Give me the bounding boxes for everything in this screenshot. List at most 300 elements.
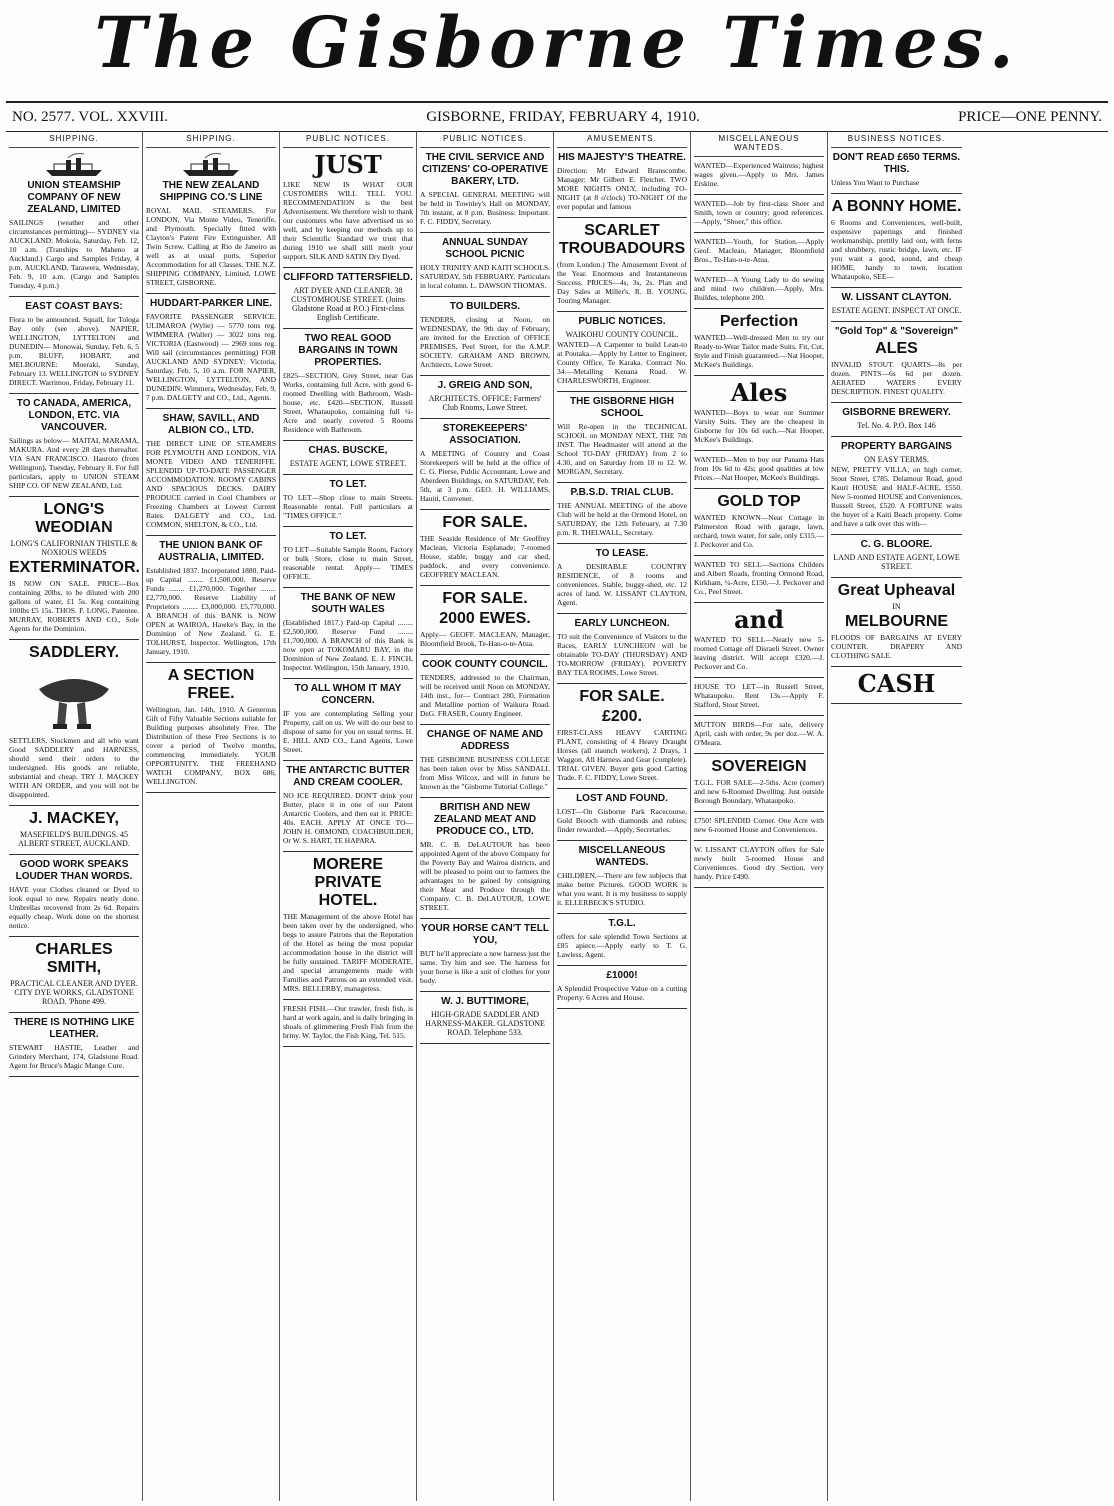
advertisement (694, 199, 824, 226)
divider (420, 724, 550, 725)
divider (831, 703, 962, 704)
divider (694, 194, 824, 195)
advertisement (694, 455, 824, 482)
ad-heading: FOR SALE. (442, 590, 528, 607)
divider (557, 1008, 687, 1009)
ad-body-text: STEWART HASTIE, Leather and Grindery Merchant, 174, Gladstone Road. Agent for Bruce's Magic Mange Cure. (9, 1043, 139, 1070)
ad-body-text: Sailings as below— MAITAI, MARAMA, MAKURA. And every 28 days thereafter. VIA SAN FRANCISCO. Hauroto (from Wellington), Tuesday, February 8. For full particulars, apply to UNION STEAM SHIP CO. OF NEW ZEALAND, Ltd. (9, 436, 139, 490)
advertisement (694, 161, 824, 188)
ad-heading: W. LISSANT CLAYTON. (841, 292, 952, 303)
ad-body-text: WANTED—Men to buy our Panama Hats from 10s 6d to 42s; good qualities at low Prices.—Nat Hooper, McKee's Buildings. (694, 455, 824, 482)
ad-body-text: WANTED—A Young Lady to do sewing and mind two children.—Apply, Mrs. Buildes, telephone 200. (694, 275, 824, 302)
ad-body-text: FAVORITE PASSENGER SERVICE. ULIMAROA (Wylie) — 5770 tons reg. WIMMERA (Waller) — 3022 tons reg. VICTORIA (Eastwood) — 2969 tons reg. Will sail (circumstances permitting) FOR AUCKLAND AND SYDNEY: Victoria, Saturday, Feb. 5, 10 a.m. FOR NAPIER, WELLINGTON, LYTTELTON, AND DUNEDIN: Wimmera, Wednesday, Feb. 9, 7 p.m. DALGETY and CO., Ltd., Agents. (146, 312, 276, 402)
divider (146, 293, 276, 294)
ad-body-text: THE GISBORNE BUSINESS COLLEGE has been taken over by Miss SANDALL from Miss Wilcox, and will in future be known as the "Gisborne Tutorial College." (420, 755, 550, 791)
ad-body-text: WANTED—Well-dressed Men to try our Ready-to-Wear Tailor made Suits. Fit, Cut, Style and Finish guaranteed.—Nat Hooper, McKee's Buildings. (694, 333, 824, 369)
divider (9, 393, 139, 394)
advertisement (557, 970, 687, 1002)
divider (9, 496, 139, 497)
divider (283, 587, 413, 588)
ad-body-text: SETTLERS, Stockmen and all who want Good SADDLERY and HARNESS, should send their orders to the undersigned. His goods are reliable, substantial and cheap. TRY J. MACKEY WITH AN ORDER, and you will not be disappointed. (9, 736, 139, 799)
ad-subheading: Tel. No. 4. P.O. Box 146 (857, 421, 936, 430)
ad-heading: SCARLET TROUBADOURS (558, 222, 686, 257)
advertisement (420, 152, 550, 226)
ad-body-text: WANTED—Experienced Waitress; highest wages given.—Apply to Mrs. James Erskine. (694, 161, 824, 188)
divider (694, 602, 824, 603)
advertisement (831, 582, 962, 660)
ad-body-text: IF you are contemplating Selling your Property, call on us. We will do our best to dispose of same for you on usual terms. H. E. HILL AND CO., Land Agents, Lowe Street. (283, 709, 413, 754)
ad-heading: W. J. BUTTIMORE, (441, 996, 529, 1007)
ad-body-text: Wellington, Jan. 14th, 1910. A Generous Gift of Fifty Valuable Sections suitable for Building purposes absolutely Free. The Distribution of these Free Sections is to cover a period of Twelve months, commencing immediately. YOUR OPPORTUNITY. THE FREEHAND WATCH COMPANY, BOX 686, WELLINGTON. (146, 705, 276, 786)
issue-number: NO. 2577. VOL. XXVIII. (12, 108, 168, 125)
divider (557, 543, 687, 544)
ad-heading: CHANGE OF NAME AND ADDRESS (426, 729, 544, 752)
advertisement (146, 298, 276, 402)
divider (831, 577, 962, 578)
ad-heading: PUBLIC NOTICES. (578, 316, 666, 327)
divider (146, 535, 276, 536)
advertisement (420, 923, 550, 985)
ad-heading: THE ANTARCTIC BUTTER AND CREAM COOLER. (286, 765, 410, 788)
divider (9, 854, 139, 855)
ad-body-text: W. LISSANT CLAYTON offers for Sale newly built 5-roomed House and Conveniences. Good dry Section, very handy. Price £490. (694, 845, 824, 881)
ad-heading: UNION STEAMSHIP COMPANY OF NEW ZEALAND, LIMITED (27, 180, 121, 215)
ad-heading: LOST AND FOUND. (576, 793, 668, 804)
ad-body-text: A Splendid Prospective Value on a cutting Property. 6 Acres and House. (557, 984, 687, 1002)
column-2 (143, 131, 280, 1501)
advertisement (9, 1017, 139, 1070)
ad-heading: "Gold Top" & "Sovereign" (834, 326, 959, 337)
advertisement (420, 423, 550, 503)
ad-heading: SHAW, SAVILL, AND ALBION CO., LTD. (162, 413, 260, 436)
steamship-icon (44, 152, 104, 178)
ad-heading: DON'T READ £650 TERMS. THIS. (832, 152, 961, 175)
ad-heading: CASH (857, 669, 936, 698)
ad-subheading: IN (892, 602, 901, 611)
ad-heading: LONG'S WEODIAN (35, 501, 113, 536)
divider (283, 678, 413, 679)
advertisement (146, 152, 276, 287)
divider (283, 999, 413, 1000)
divider (557, 965, 687, 966)
ad-body-text: TENDERS, closing at Noon, on WEDNESDAY, the 9th day of February, are invited for the Erection of OFFICE PREMISES, Peel Street, for the A.M.P. SOCIETY. GRAHAM AND BROWN, Architects, Lowe Street. (420, 315, 550, 369)
ad-heading: J. MACKEY, (29, 810, 119, 827)
ad-heading: CHAS. BUSCKE, (308, 445, 388, 456)
ad-heading: FOR SALE. (579, 688, 665, 705)
ad-body-text: A MEETING of Country and Coast Storekeepers will be held at the office of C. G. Pierse, Public Accountant, Lowe and Aberdeen Buildings, on SATURDAY, Feb. 5th, at 3 p.m. GEO. H. WILLIAMS, Hauiti, Convener. (420, 449, 550, 503)
price: PRICE—ONE PENNY. (958, 108, 1102, 125)
ad-body-text: THE Management of the above Hotel has been taken over by the undersigned, who begs to assure Patrons that the Reputation of the Hotel as being the most popular accommodation house in the district will be fully sustained. TARIFF MODERATE, and special arrangements made with Families and Patrons on an extended visit. MRS. BELLERBY, manageress. (283, 912, 413, 993)
ad-body-text: 6 Rooms and Conveniences, well-built, expensive paperings and finished workmanship, prettily laid out, with ferns and shrubbery, rustic bridge, lawn, etc. IF you want a good, sound, and cheap HOME, handy to town, location Whataupoko, SEE— (831, 218, 962, 281)
ad-heading: Great Upheaval (837, 582, 956, 599)
advertisement (694, 758, 824, 805)
ad-subheading: ESTATE AGENT. INSPECT AT ONCE. (831, 306, 962, 315)
advertisement (831, 671, 962, 697)
ad-body-text: Apply— GEOFF. MACLEAN, Manager, Bloomfield Brook, Te-Hau-o-te-Atua. (420, 630, 550, 648)
divider (9, 1076, 139, 1077)
masthead-title: The Gisborne Times. (94, 1, 1020, 84)
column-3 (280, 131, 417, 1501)
divider (557, 840, 687, 841)
divider (420, 585, 550, 586)
ad-heading: T.G.L. (608, 918, 636, 929)
divider (146, 662, 276, 663)
ad-body-text: Unless You Want to Purchase (831, 178, 920, 187)
column-heading: PUBLIC NOTICES. (283, 131, 413, 148)
place-date: GISBORNE, FRIDAY, FEBRUARY 4, 1910. (426, 108, 700, 125)
ad-body-text: ROYAL MAIL STEAMERS, For LONDON, Via Monte Video, Teneriffe, and Plymouth. Specially fitted with Clayton's Patent Fire Extinguisher. All Twin Screw. Calling at Rio de Janeiro as well as at usual ports. Superior Accommodation for all Classes. THE N.Z. SHIPPING COMPANY, Limited, LOWE STREET, GISBORNE. (146, 206, 276, 287)
divider (694, 887, 824, 888)
divider (557, 613, 687, 614)
advertisement (420, 659, 550, 718)
column-4 (417, 131, 554, 1501)
advertisement (146, 413, 276, 529)
ad-heading: STOREKEEPERS' ASSOCIATION. (442, 423, 528, 446)
divider (9, 639, 139, 640)
ad-body-text: HOUSE TO LET—in Russell Street, Whataupoko. Rent 13s.—Apply F. Stafford, Stout Street. (694, 682, 824, 709)
advertisement (694, 607, 824, 671)
ad-subheading: ESTATE AGENT, LOWE STREET. (289, 459, 407, 468)
divider (557, 482, 687, 483)
ad-body-text: A SPECIAL GENERAL MEETING will be held in Townley's Hall on MONDAY, 7th instant, at 8 p.m. Business: Important. F. C. FIDDY, Secretary. (420, 190, 550, 226)
ad-heading: ANNUAL SUNDAY SCHOOL PICNIC (441, 237, 529, 260)
ad-heading-secondary: ALES (875, 340, 918, 357)
column-7 (828, 131, 965, 1501)
divider (831, 287, 962, 288)
divider (420, 418, 550, 419)
ad-heading: A BONNY HOME. (831, 198, 962, 215)
ad-body-text: FLOODS OF BARGAINS AT EVERY COUNTER. DRAPERY AND CLOTHING SALE. (831, 633, 962, 660)
ad-heading: A SECTION FREE. (167, 667, 255, 702)
ad-heading: GOLD TOP (717, 493, 801, 510)
ad-heading: FOR SALE. (442, 514, 528, 531)
ad-body-text: FRESH FISH.—Our trawler, fresh fish, is hard at work again, and is daily bringing in shoals of glimmering Fresh Fish from the briny. W. Taylor, the Fish King, Tel. 515. (283, 1004, 413, 1040)
divider (694, 811, 824, 812)
advertisement (146, 667, 276, 786)
divider (146, 792, 276, 793)
advertisement (283, 272, 413, 322)
ad-body-text: TENDERS, addressed to the Chairman, will be received until Noon on MONDAY, 14th inst., for— Contract 280, Formation and Metalline portion of Waikura Road. DeG. FRASER, County Engineer. (420, 673, 550, 718)
advertisement (283, 479, 413, 520)
ad-body-text: (Established 1817.) Paid-up Capital ........ £2,500,000. Reserve Fund ........ £1,700,000. A BRANCH of this Bank is now open at TOKOMARU BAY, in the Dominion of New Zealand. E. J. FINCH, Inspector. Wellington, 15th January, 1910. (283, 618, 413, 672)
divider (831, 436, 962, 437)
column-heading: PUBLIC NOTICES. (420, 131, 550, 148)
ad-body-text: WANTED—A Carpenter to build Lean-to at Poutaka.—Apply by Letter to Engineer, County Office, Te Karaka. Contract No. 34.—Metalling Kenana Road. W. CHARLESWORTH, Engineer. (557, 340, 687, 385)
advertisement (420, 380, 550, 412)
ad-heading: TWO REAL GOOD BARGAINS IN TOWN PROPERTIES. (298, 333, 398, 368)
divider (420, 654, 550, 655)
ad-body-text: LOST—On Gisborne Park Racecourse, Gold Brooch with diamonds and rubies; finder rewarded.—Apply, Secretaries. (557, 807, 687, 834)
ad-heading: BRITISH AND NEW ZEALAND MEAT AND PRODUCE CO., LTD. (433, 802, 537, 837)
ad-heading: P.B.S.D. TRIAL CLUB. (570, 487, 674, 498)
divider (557, 217, 687, 218)
masthead (0, 0, 1114, 86)
divider (420, 797, 550, 798)
ad-subheading: ART DYER AND CLEANER. 38 CUSTOMHOUSE STREET. (Joins Gladstone Road at P.O.) First-class English Certificate. (291, 286, 405, 322)
ad-body-text: WANTED TO SELL—Nearly new 5-roomed Cottage off Disraeli Street. Owner leaving district. Will accept £320.—J. Peckover and Co. (694, 635, 824, 671)
ad-heading: J. GREIG AND SON, (437, 380, 533, 391)
advertisement (557, 618, 687, 677)
ad-heading: Perfection (719, 313, 799, 330)
ad-body-text: T.G.L. FOR SALE—2-5ths. Acre (corner) and new 6-Roomed Dwelling. Just outside Borough Boundary, Whataupoko. (694, 778, 824, 805)
ad-subheading: PRACTICAL CLEANER AND DYER. CITY DYE WORKS, GLADSTONE ROAD. 'Phone 499. (10, 979, 138, 1006)
dateline (6, 101, 1108, 132)
ad-body-text: Established 1837. Incorporated 1880. Paid-up Capital ........ £1,500,000. Reserve Funds ........ £1,270,000. Together ........ £2,770,000. Reserve Liability of Proprietors ........ £3,000,000. £5,770,000. A BRANCH of this BANK is NOW OPEN at WAIROA, Hawke's Bay, in the Dominion of New Zealand. G. E. TOLHURST, Inspector. Wellington, 17th January, 1910. (146, 566, 276, 656)
advertisement (283, 531, 413, 581)
ad-heading: GOOD WORK SPEAKS LOUDER THAN WORDS. (15, 859, 133, 882)
divider (9, 936, 139, 937)
column-heading: MISCELLANEOUS WANTEDS. (694, 131, 824, 157)
ad-heading: TO LEASE. (595, 548, 649, 559)
ad-heading-secondary: MELBOURNE (844, 613, 949, 630)
advertisement (146, 540, 276, 656)
ad-heading: THE GISBORNE HIGH SCHOOL (570, 396, 674, 419)
advertisement (694, 313, 824, 369)
ad-heading: TO LET. (329, 531, 367, 542)
divider (831, 193, 962, 194)
columns (6, 131, 1108, 1501)
divider (694, 753, 824, 754)
divider (694, 715, 824, 716)
ad-body-text: WANTED—Boys to wear our Summer Varsity Suits. They are the cheapest in Gisborne for 10s 6d each.—Nat Hooper, McKee's Buildings. (694, 408, 824, 444)
ad-subheading: LAND AND ESTATE AGENT, LOWE STREET. (833, 553, 960, 571)
ad-heading: MORERE PRIVATE HOTEL. (312, 856, 384, 909)
ad-body-text: THE ANNUAL MEETING of the above Club will be held at the Ormond Hotel, on SATURDAY, the 12th February, at 7.30 p.m. R. THELWALL, Secretary. (557, 501, 687, 537)
advertisement (283, 152, 413, 261)
advertisement (9, 398, 139, 490)
divider (420, 918, 550, 919)
advertisement (694, 493, 824, 549)
divider (420, 1043, 550, 1044)
column-1 (6, 131, 143, 1501)
column-heading: SHIPPING. (146, 131, 276, 148)
ad-heading: GISBORNE BREWERY. (842, 407, 951, 418)
ad-heading: EARLY LUNCHEON. (574, 618, 670, 629)
ad-heading: COOK COUNTY COUNCIL. (422, 659, 548, 670)
advertisement (557, 918, 687, 959)
divider (557, 311, 687, 312)
ad-heading: THE CIVIL SERVICE AND CITIZENS' CO-OPERATIVE BAKERY, LTD. (421, 152, 549, 187)
ad-body-text: NO ICE REQUIRED. DON'T drink your Butter, place it in one of our Patent Antarctic Coolers, and then eat it. PRICE: 40s. EACH. APPLY AT ONCE TO— JOHN H. ORMOND, COACHBUILDER, Or W. S. HART, TE HAPARA. (283, 791, 413, 845)
advertisement (420, 237, 550, 290)
advertisement (831, 407, 962, 430)
divider (694, 555, 824, 556)
divider (694, 488, 824, 489)
advertisement (557, 793, 687, 834)
divider (694, 232, 824, 233)
ad-body-text: A DESIRABLE COUNTRY RESIDENCE, of 8 rooms and conveniences. Stable, buggy-shed, etc. 12 acres of land. W. LISSANT CLAYTON, Agent. (557, 562, 687, 607)
ad-body-text: SAILINGS (weather and other circumstances permitting)— SYDNEY via AUCKLAND: Mokoia, Saturday, Feb. 12, 10 a.m. (Tranships to Maheno at Auckland.) Cargo and Samples Friday, 4 p.m. AUCKLAND. Tarawera, Wednesday, Feb. 9, 10 a.m. (Cargo and Samples Tuesday, 4 p.m.) (9, 218, 139, 290)
ad-heading: PROPERTY BARGAINS (841, 441, 952, 452)
divider (283, 1046, 413, 1047)
ad-heading-secondary: EXTERMINATOR. (9, 559, 140, 576)
ad-heading: THE UNION BANK OF AUSTRALIA, LIMITED. (157, 540, 265, 563)
advertisement (694, 380, 824, 444)
ad-body-text: Will Re-open in the TECHNICAL SCHOOL on MONDAY NEXT, THE 7th INST. The Headmaster will attend at the School TO-DAY (FRIDAY) from 2 to 4.30, and on Saturday from 10 to 12. W. MORGAN, Secretary. (557, 422, 687, 476)
advertisement (283, 765, 413, 845)
advertisement (694, 816, 824, 834)
ad-heading: THE NEW ZEALAND SHIPPING CO.'S LINE (159, 180, 263, 203)
ad-body-text: WANTED TO SELL—Sections Childers and Albert Roads, fronting Ormond Road, Kirkham, ¼-Acre, £150.—J. Peckover and Co., Peel Street. (694, 560, 824, 596)
divider (831, 534, 962, 535)
ad-subheading: HIGH-GRADE SADDLER AND HARNESS-MAKER. GLADSTONE ROAD. Telephone 533. (425, 1010, 545, 1037)
ad-body-text: WANTED KNOWN—Neat Cottage in Palmerston Road with garage, lawn, orchard, town water, for sale, only £315.—J. Peckover and Co. (694, 513, 824, 549)
ad-subheading: ARCHITECTS. OFFICE: Farmers' Club Rooms, Lowe Street. (428, 394, 542, 412)
advertisement (9, 941, 139, 1006)
divider (146, 408, 276, 409)
divider (420, 232, 550, 233)
ad-body-text: INVALID STOUT. QUARTS—8s per dozen. PINTS—6s 6d per dozen. AERATED WATERS EVERY DESCRIPTION. FINEST QUALITY. (831, 360, 962, 396)
ad-body-text: THE DIRECT LINE OF STEAMERS FOR PLYMOUTH AND LONDON, VIA MONTE VIDEO AND TENERIFFE. SPLENDID UP-TO-DATE PASSENGER ACCOMMODATION. ROOMY CABINS AND SPACIOUS DECKS. DAIRY PRODUCE carried in Cool Chambers or Freezing Chambers at Lowest Current Rates. DALGETY and CO., Ltd. COMMON, SHELTON, & CO., Ltd. (146, 439, 276, 529)
ad-body-text: £750! SPLENDID Corner. One Acre with new 6-roomed House and Conveniences. (694, 816, 824, 834)
ad-body-text: MR. C. B. DeLAUTOUR has been appointed Agent of the above Company for the Poverty Bay and Wairoa districts, and will be pleased to point out to farmers the advantages to be gained by consigning their Meat and Produce through the Company. C. B. DeLAUTOUR, LOWE STREET. (420, 840, 550, 912)
advertisement (831, 539, 962, 571)
divider (283, 526, 413, 527)
column-6 (691, 131, 828, 1501)
ad-body-text: Direction: Mr Edward Branscombe. Manager: Mr Gilbert E. Fletcher. TWO MORE NIGHTS ONLY, including TO-NIGHT (at 8 o'clock) TO-NIGHT Of the ever popular and famous (557, 166, 687, 211)
divider (420, 296, 550, 297)
advertisement (557, 548, 687, 607)
divider (831, 402, 962, 403)
ad-heading: CLIFFORD TATTERSFIELD. (283, 272, 413, 283)
divider (283, 760, 413, 761)
advertisement (420, 514, 550, 579)
advertisement (283, 856, 413, 993)
ad-heading: SOVEREIGN (711, 758, 807, 775)
ad-subheading: ON EASY TERMS. (864, 455, 929, 464)
advertisement (9, 644, 139, 799)
ad-body-text: HOLY TRINITY AND KAITI SCHOOLS. SATURDAY, 5th FEBRUARY. Particulars in local column. L. DAWSON THOMAS. (420, 263, 550, 290)
advertisement (283, 592, 413, 672)
advertisement (694, 237, 824, 264)
advertisement (9, 859, 139, 930)
divider (420, 509, 550, 510)
advertisement (831, 292, 962, 315)
ad-heading: YOUR HORSE CAN'T TELL YOU, (421, 923, 549, 946)
advertisement (694, 720, 824, 747)
ad-heading: EAST COAST BAYS: (25, 301, 123, 312)
advertisement (557, 487, 687, 537)
divider (831, 666, 962, 667)
divider (694, 840, 824, 841)
ad-subheading: MASEFIELD'S BUILDINGS. 45 ALBERT STREET, AUCKLAND. (18, 830, 130, 848)
ad-heading: SADDLERY. (28, 644, 120, 661)
advertisement (420, 802, 550, 912)
advertisement (420, 996, 550, 1037)
advertisement (694, 845, 824, 881)
divider (283, 267, 413, 268)
ad-body-text: THE Seaside Residence of Mr Geoffrey Maclean, Victoria Esplanade; 7-roomed House, stable, buggy and car shed, paddock, and every convenience. GEOFFREY MACLEAN. (420, 534, 550, 579)
advertisement (557, 396, 687, 476)
divider (694, 375, 824, 376)
ad-body-text: TO suit the Convenience of Visitors to the Races, EARLY LUNCHEON will be obtainable TO-DAY (THURSDAY) AND TO-MORROW (FRIDAY). POVERTY BAY TEA ROOMS, Lowe Street. (557, 632, 687, 677)
divider (9, 805, 139, 806)
advertisement (9, 810, 139, 848)
ad-subheading: LONG'S CALIFORNIAN THISTLE & NOXIOUS WEEDS (10, 539, 138, 557)
divider (694, 450, 824, 451)
advertisement (557, 845, 687, 907)
advertisement (420, 301, 550, 369)
ad-heading: CHARLES SMITH, (35, 941, 113, 976)
ad-body-text: WANTED—Job by first-class Shoer and Smith, town or country; good references.—Apply, "Shoer," this office. (694, 199, 824, 226)
advertisement (831, 326, 962, 396)
ad-heading: TO ALL WHOM IT MAY CONCERN. (294, 683, 402, 706)
advertisement (557, 152, 687, 211)
divider (694, 270, 824, 271)
advertisement (557, 222, 687, 305)
divider (283, 851, 413, 852)
ad-heading: Ales (730, 378, 788, 407)
ad-heading: THE BANK OF NEW SOUTH WALES (300, 592, 396, 615)
advertisement (831, 152, 962, 187)
ad-body-text: IS NOW ON SALE. PRICE—Box containing 20lbs, to be diluted with 200 gallons of water, £1 5s. Keg containing 100lbs £5 15s. THOS. F. LONG, Patentee. MURRAY, ROBERTS AND CO., Sole Agents for the Dominion. (9, 579, 139, 633)
ad-heading: MISCELLANEOUS WANTEDS. (578, 845, 666, 868)
divider (831, 321, 962, 322)
column-5 (554, 131, 691, 1501)
advertisement (9, 152, 139, 290)
divider (557, 683, 687, 684)
advertisement (283, 333, 413, 434)
divider (283, 440, 413, 441)
ad-body-text: WANTED—Youth, for Station.—Apply Geof. Maclean, Manager, Bloomfield Bros., Te-Hau-o-te-Atua. (694, 237, 824, 264)
saddle-icon (29, 664, 119, 734)
ad-body-text: BUT he'll appreciate a new harness just the same. Try him and see. The harness for your horse is like a suit of clothes for your body. (420, 949, 550, 985)
advertisement (420, 729, 550, 791)
advertisement (694, 560, 824, 596)
advertisement (694, 275, 824, 302)
advertisement (831, 198, 962, 281)
advertisement (694, 682, 824, 709)
divider (420, 375, 550, 376)
advertisement (9, 301, 139, 387)
divider (420, 991, 550, 992)
divider (694, 308, 824, 309)
advertisement (557, 688, 687, 782)
divider (557, 391, 687, 392)
ad-body-text: £825—SECTION, Grey Street, near Gas Works, containing full Acre, with good 6-roomed Dwelling with Bathroom, Wash-house, etc. £420—SECTION, Russell Street, Whataupoko, containing full ¼-Acre and nearly covered 5 Rooms Residence with Bathroom. (283, 371, 413, 434)
advertisement (557, 316, 687, 385)
steamship-icon (181, 152, 241, 178)
advertisement (283, 1004, 413, 1040)
ad-body-text: Flora to be announced. Squall, for Tologa Bay only (see above). NAPIER, WELLINGTON, LYTTELTON and DUNEDIN— Monowai, Sunday, Feb. 6, 5 p.m. BLUFF, HOBART, and MELBOURNE: Moeraki, Sunday, February 13. WELLINGTON to SYDNEY DIRECT. Warrimoo, Friday, February 11. (9, 315, 139, 387)
ad-body-text: (from London.) The Amusement Event of the Year. Enormous and Instantaneous Success. PRICES—4s, 3s, 2s. Plan and Day Sales at Miller's. R. B. YOUNG, Touring Manager. (557, 260, 687, 305)
divider (283, 328, 413, 329)
ad-body-text: HAVE your Clothes cleaned or Dyed to look equal to new. Repairs neatly done. Umbrellas recovered from 2s 6d. Repairs equally cheap. Work done on the shortest notice. (9, 885, 139, 930)
divider (9, 1012, 139, 1013)
advertisement (9, 501, 139, 633)
advertisement (420, 590, 550, 648)
ad-heading: THERE IS NOTHING LIKE LEATHER. (13, 1017, 135, 1040)
advertisement (283, 445, 413, 468)
ad-heading-secondary: £200. (601, 708, 643, 725)
column-heading: AMUSEMENTS. (557, 131, 687, 148)
ad-body-text: LIKE NEW IS WHAT OUR CUSTOMERS WILL TELL YOU. RECOMMENDATION is the best Advertisement. We therefore wish to thank our customers who have advertised us so well, and by keeping our methods up to their Scientific Standard we trust that during 1910 we shall still merit your support. SILK AND SATIN Dry Dyed. (283, 180, 413, 261)
column-heading: BUSINESS NOTICES. (831, 131, 962, 148)
divider (694, 677, 824, 678)
ad-heading-secondary: 2000 EWES. (439, 610, 531, 627)
ad-heading: TO BUILDERS. (449, 301, 521, 312)
ad-body-text: FIRST-CLASS HEAVY CARTING PLANT, consisting of 4 Heavy Draught Horses (all staunch workers), 2 Drays, 1 Waggon, All Harness and Gear (complete). TRIAL GIVEN. Buyer gets good Carting Trade. F. C. FIDDY, Lowe Street. (557, 728, 687, 782)
divider (557, 913, 687, 914)
ad-heading: TO LET. (329, 479, 367, 490)
ad-heading: JUST (314, 150, 382, 179)
ad-body-text: CHILDREN.—There are few subjects that make better Pictures. GOOD WORK is what you want. It is my business to supply it. ELLERBECK'S STUDIO. (557, 871, 687, 907)
ad-heading: and (734, 605, 784, 634)
divider (557, 788, 687, 789)
ad-body-text: TO LET—Shop close to main Streets. Reasonable rental. Full particulars at "TIMES OFFICE." (283, 493, 413, 520)
ad-body-text: TO LET—Suitable Sample Room, Factory or bulk Store, close to main Street, reasonable rental. Apply— TIMES OFFICE. (283, 545, 413, 581)
ad-heading: TO CANADA, AMERICA, LONDON, ETC. VIA VANCOUVER. (16, 398, 132, 433)
